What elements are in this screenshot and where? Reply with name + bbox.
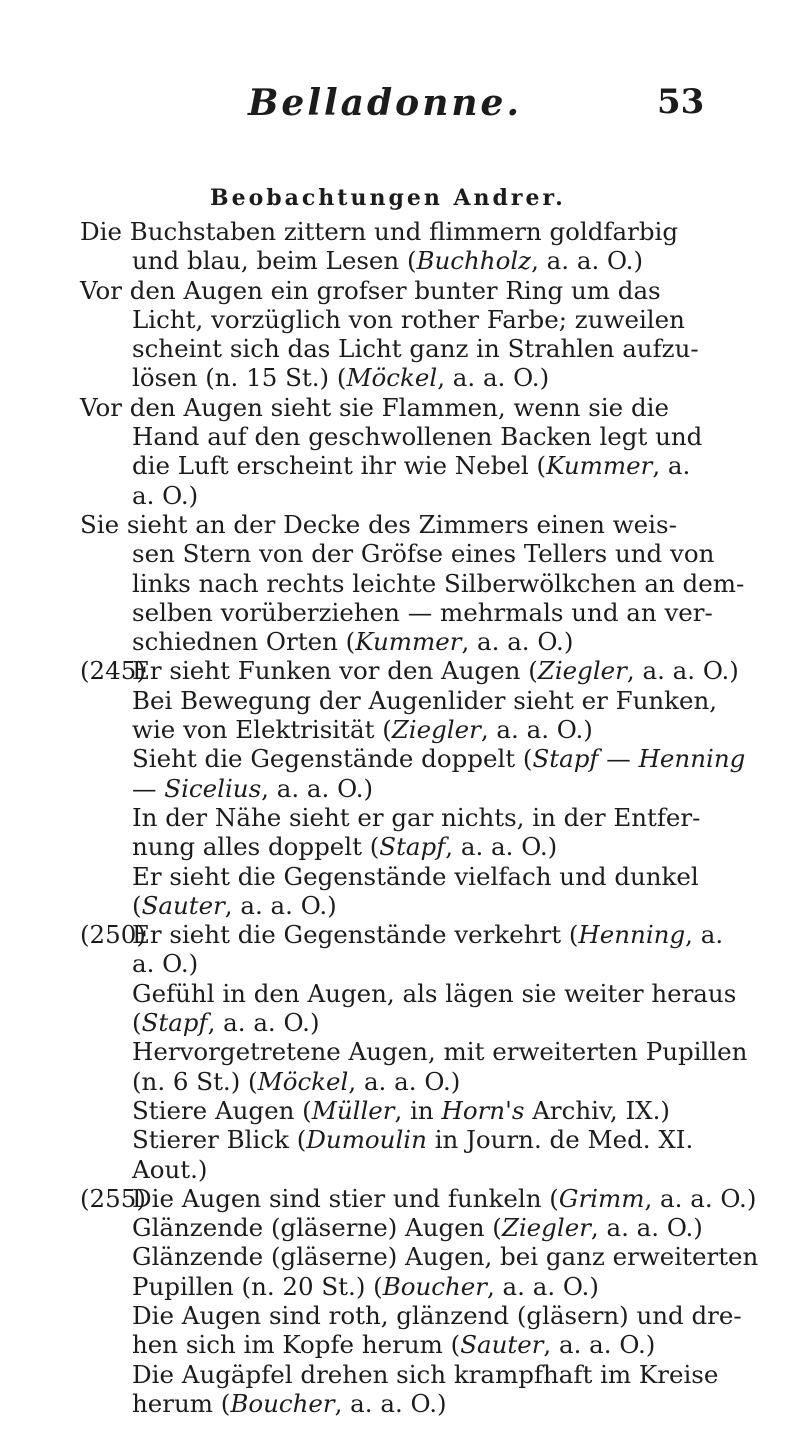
text-line xyxy=(80,949,780,978)
citation-author: Sicelius xyxy=(164,773,262,803)
text-line xyxy=(80,510,780,539)
citation-author: Ziegler xyxy=(391,715,481,745)
text-segment: lösen (n. 15 St.) ( xyxy=(132,363,347,393)
text-segment: , a. a. O.) xyxy=(334,1388,447,1418)
text-segment: schiednen Orten ( xyxy=(132,627,356,657)
text-line xyxy=(80,1155,780,1184)
text-line xyxy=(80,1184,780,1213)
citation-author: Ziegler xyxy=(537,656,627,686)
text-line xyxy=(80,686,780,715)
text-segment: — xyxy=(598,744,639,774)
text-line xyxy=(80,539,780,568)
text-line xyxy=(80,1272,780,1301)
text-line xyxy=(80,1037,780,1066)
text-line xyxy=(80,393,780,422)
citation-author: Sauter xyxy=(460,1330,544,1360)
text-line xyxy=(80,451,780,480)
text-line xyxy=(80,1360,780,1389)
text-segment: und blau, beim Lesen ( xyxy=(132,246,417,276)
text-line xyxy=(80,481,780,510)
text-line xyxy=(80,656,780,685)
text-segment: Vor den Augen ein grofser bunter Ring um das xyxy=(80,275,661,305)
citation-author: Kummer xyxy=(355,627,462,657)
text-segment: Hervorgetretene Augen, mit erweiterten Pupillen xyxy=(132,1037,748,1067)
text-segment: Die Augäpfel drehen sich krampfhaft im Kreise xyxy=(132,1359,719,1389)
citation-author: Möckel xyxy=(346,363,438,393)
text-segment: , a. a. O.) xyxy=(207,1008,320,1038)
text-segment: Bei Bewegung der Augenlider sieht er Funken, xyxy=(132,685,718,715)
text-segment: Er sieht die Gegenstände verkehrt ( xyxy=(132,920,579,950)
text-segment: — xyxy=(132,773,165,803)
text-line xyxy=(80,832,780,861)
text-line xyxy=(80,862,780,891)
citation-author: Sauter xyxy=(141,890,225,920)
text-segment: , a. a. O.) xyxy=(437,363,550,393)
text-segment: sen Stern von der Gröfse eines Tellers und von xyxy=(132,539,715,569)
text-line xyxy=(80,217,780,246)
text-segment: selben vorüberziehen — mehrmals und an ver- xyxy=(132,597,713,627)
page-number: 53 xyxy=(657,82,705,122)
citation-author: Ziegler xyxy=(501,1213,591,1243)
text-segment: , a. a. O.) xyxy=(626,656,739,686)
text-segment: , a. a. O.) xyxy=(590,1213,703,1243)
text-segment: Stierer Blick ( xyxy=(132,1125,307,1155)
text-line xyxy=(80,1389,780,1418)
text-line xyxy=(80,569,780,598)
text-segment: a. O.) xyxy=(132,949,199,979)
text-line xyxy=(80,715,780,744)
text-segment: , in xyxy=(394,1095,442,1125)
text-segment: ( xyxy=(132,1008,142,1038)
text-line xyxy=(80,774,780,803)
text-segment: , a. a. O.) xyxy=(480,715,593,745)
text-segment: , a. a. O.) xyxy=(461,627,574,657)
text-segment: , a. a. O.) xyxy=(531,246,644,276)
text-line xyxy=(80,1067,780,1096)
text-segment: , a. xyxy=(652,451,691,481)
text-segment: Glänzende (gläserne) Augen, bei ganz erweiterten xyxy=(132,1242,759,1272)
text-line xyxy=(80,744,780,773)
citation-author: Kummer xyxy=(546,451,653,481)
text-segment: Stiere Augen ( xyxy=(132,1095,312,1125)
text-segment: Pupillen (n. 20 St.) ( xyxy=(132,1271,383,1301)
text-line xyxy=(80,276,780,305)
citation-author: Boucher xyxy=(230,1388,335,1418)
text-line xyxy=(80,803,780,832)
line-number: (245) xyxy=(80,656,146,686)
text-segment: , a. a. O.) xyxy=(224,890,337,920)
text-segment: herum ( xyxy=(132,1388,231,1418)
citation-author: Grimm xyxy=(558,1183,645,1213)
text-line xyxy=(80,422,780,451)
citation-author: Henning xyxy=(638,744,746,774)
text-segment: nung alles doppelt ( xyxy=(132,832,380,862)
text-line xyxy=(80,627,780,656)
text-segment: , a. a. O.) xyxy=(445,832,558,862)
text-segment: Die Augen sind stier und funkeln ( xyxy=(132,1183,559,1213)
text-line xyxy=(80,920,780,949)
text-line xyxy=(80,305,780,334)
text-segment: , a. a. O.) xyxy=(486,1271,599,1301)
body-text xyxy=(80,217,780,1418)
text-segment: Er sieht die Gegenstände vielfach und dunkel xyxy=(132,861,699,891)
text-line xyxy=(80,1330,780,1359)
text-segment: In der Nähe sieht er gar nichts, in der Entfer- xyxy=(132,802,701,832)
page-header xyxy=(0,82,800,132)
citation-author: Stapf xyxy=(379,832,446,862)
text-segment: die Luft erscheint ihr wie Nebel ( xyxy=(132,451,547,481)
running-title: Belladonne. xyxy=(248,82,522,124)
text-segment: ( xyxy=(132,890,142,920)
citation-author: Boucher xyxy=(382,1271,487,1301)
text-line xyxy=(80,979,780,1008)
text-segment: wie von Elektrisität ( xyxy=(132,715,392,745)
citation-author: Müller xyxy=(311,1095,395,1125)
text-segment: Sie sieht an der Decke des Zimmers einen weis- xyxy=(80,509,677,539)
text-line xyxy=(80,246,780,275)
citation-author: Dumoulin xyxy=(306,1125,427,1155)
text-line xyxy=(80,334,780,363)
text-line xyxy=(80,1301,780,1330)
text-line xyxy=(80,598,780,627)
line-number: (250) xyxy=(80,920,146,950)
text-segment: , a. a. O.) xyxy=(543,1330,656,1360)
text-segment: Hand auf den geschwollenen Backen legt und xyxy=(132,422,703,452)
text-segment: Gefühl in den Augen, als lägen sie weiter heraus xyxy=(132,978,737,1008)
text-segment: Glänzende (gläserne) Augen ( xyxy=(132,1213,502,1243)
text-line xyxy=(80,363,780,392)
text-segment: Die Augen sind roth, glänzend (gläsern) und dre- xyxy=(132,1300,742,1330)
text-segment: Er sieht Funken vor den Augen ( xyxy=(132,656,538,686)
text-segment: Licht, vorzüglich von rother Farbe; zuweilen xyxy=(132,304,685,334)
text-line xyxy=(80,1008,780,1037)
text-segment: (n. 6 St.) ( xyxy=(132,1066,258,1096)
text-segment: Aout.) xyxy=(132,1154,208,1184)
text-segment: Sieht die Gegenstände doppelt ( xyxy=(132,744,533,774)
text-segment: scheint sich das Licht ganz in Strahlen aufzu- xyxy=(132,334,699,364)
citation-author: Henning xyxy=(578,920,686,950)
text-segment: hen sich im Kopfe herum ( xyxy=(132,1330,461,1360)
section-heading: Beobachtungen Andrer. xyxy=(210,185,566,211)
text-line xyxy=(80,1242,780,1271)
text-segment: links nach rechts leichte Silberwölkchen an dem- xyxy=(132,568,745,598)
citation-author: Möckel xyxy=(257,1066,349,1096)
text-segment: , a. a. O.) xyxy=(644,1183,757,1213)
citation-author: Horn's xyxy=(441,1095,525,1125)
text-segment: , a. a. O.) xyxy=(348,1066,461,1096)
text-line xyxy=(80,1096,780,1125)
citation-author: Buchholz xyxy=(416,246,532,276)
text-segment: Die Buchstaben zittern und flimmern goldfarbig xyxy=(80,217,679,246)
text-segment: , a. xyxy=(685,920,724,950)
text-line xyxy=(80,1125,780,1154)
text-line xyxy=(80,891,780,920)
line-number: (255) xyxy=(80,1183,146,1213)
citation-author: Stapf xyxy=(532,744,599,774)
text-segment: Archiv, IX.) xyxy=(524,1095,670,1125)
text-segment: Vor den Augen sieht sie Flammen, wenn sie die xyxy=(80,392,669,422)
citation-author: Stapf xyxy=(141,1008,208,1038)
text-segment: a. O.) xyxy=(132,480,199,510)
text-segment: in Journ. de Med. XI. xyxy=(426,1125,694,1155)
text-line xyxy=(80,1213,780,1242)
text-segment: , a. a. O.) xyxy=(261,773,374,803)
